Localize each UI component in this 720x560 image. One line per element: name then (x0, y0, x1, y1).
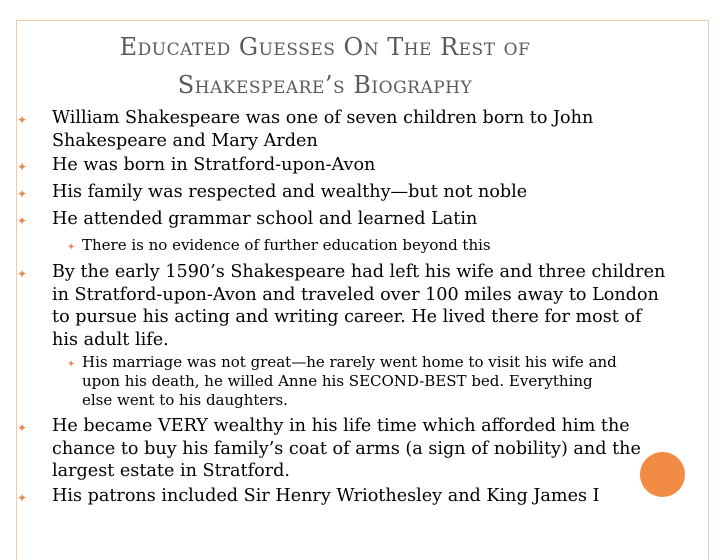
bullet-text: He became VERY wealthy in his life time which afforded him the chance to buy his family’s coat of arms (a sign of nobility) and the largest estate in Stratford. (52, 416, 641, 481)
bullet-text: William Shakespeare was one of seven children born to John Shakespeare and Mary Arden (52, 108, 594, 151)
bullet-item (17, 154, 667, 177)
bullet-icon: ✦ (17, 113, 28, 127)
slide-title (0, 28, 650, 104)
bullet-icon: ✦ (17, 214, 28, 228)
bullet-icon: ✦ (17, 160, 28, 174)
bullet-text: His family was respected and wealthy—but not noble (52, 182, 528, 202)
bullet-text: There is no evidence of further education beyond this (82, 236, 491, 254)
bullet-icon: ✦ (17, 187, 28, 201)
bullet-text: His patrons included Sir Henry Wriothesley and King James I (52, 486, 600, 506)
title-line-2: Shakespeare’s Biography (177, 71, 473, 99)
bullet-icon: ✦ (17, 421, 28, 435)
bullet-item (17, 181, 667, 204)
bullet-icon: ✦ (17, 267, 28, 281)
bullet-item (17, 261, 667, 351)
bullet-text: He attended grammar school and learned Latin (52, 209, 478, 229)
bullet-item (17, 107, 667, 152)
bullet-icon: ✦ (17, 491, 28, 505)
bullet-icon: ✦ (67, 359, 76, 370)
title-line-1: Educated Guesses On The Rest of (119, 33, 531, 61)
decorative-circle (640, 452, 685, 497)
bullet-item (17, 208, 667, 231)
sub-bullet-item (67, 236, 622, 255)
bullet-text: By the early 1590’s Shakespeare had left his wife and three children in Stratford-upon-Avon and traveled over 100 miles away to London to pursue his acting and writing career. He lived there for most of his adult life. (52, 262, 666, 350)
bullet-icon: ✦ (67, 242, 76, 253)
sub-bullet-item (67, 353, 622, 410)
bullet-item (17, 415, 667, 483)
bullet-text: He was born in Stratford-upon-Avon (52, 155, 376, 175)
bullet-text: His marriage was not great—he rarely went home to visit his wife and upon his death, he willed Anne his SECOND-BEST bed. Everything else went to his daughters. (82, 353, 617, 409)
bullet-item (17, 485, 667, 508)
